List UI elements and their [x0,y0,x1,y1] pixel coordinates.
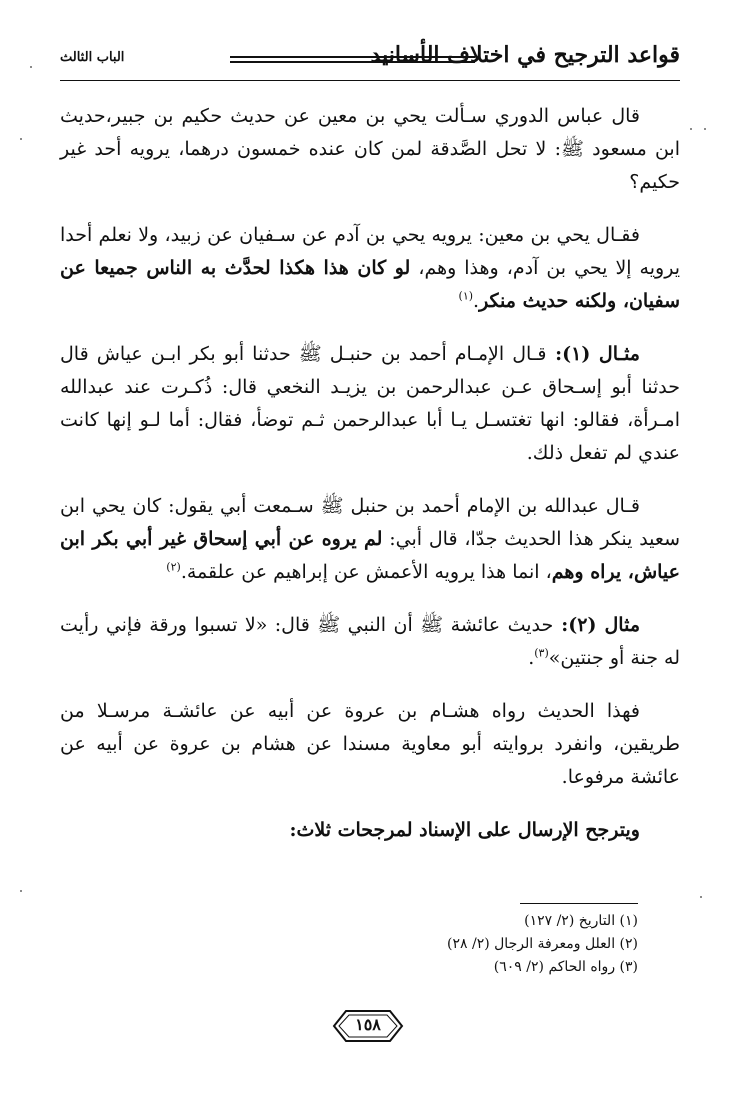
chapter-title: الباب الثالث [60,50,125,65]
text-segment: حديث عائشة ﷺ أن النبي ﷺ قال: «لا تسبوا ورقة فإني رأيت له جنة أو جنتين» [60,614,680,669]
paragraph [60,219,680,318]
footnote-separator [520,903,638,904]
footnotes [60,910,638,979]
scan-speck [20,890,22,892]
header-ornament-line [230,56,475,63]
running-header [60,42,680,82]
bold-text: ويترجح الإرسال على الإسناد لمرجحات ثلاث: [289,819,640,841]
paragraph [60,338,680,470]
scan-speck [20,138,22,140]
footnote-3: (٣) رواه الحاكم (٢/ ٦٠٩) [493,959,638,975]
paragraph [60,609,680,675]
text-segment: قـال الإمـام أحمد بن حنبـل ﷺ حدثنا أبو بكر ابـن عياش قال حدثنا أبو إسـحاق عـن عبدالرحمن بن يزيـد النخعي قال: ذُكـرت عند عبدالله امـرأة، فقالو: انها تغتسـل يـا أبا عبدالرحمن ثـم توضأ، فقال: أما لـو إنها كانت عندي لم تفعل ذلك. [60,343,680,464]
paragraph [60,490,680,589]
footnote-reference[interactable]: (٣) [534,646,549,660]
bold-text: مثال (٢): [553,614,640,636]
bold-text: لو كان هذا هكذا لحدَّث به الناس جميعا عن سفيان، ولكنه حديث منكر [60,257,680,312]
page-number: ١٥٨ [355,1015,381,1034]
bold-text: لم يروه عن أبي إسحاق غير أبي بكر ابن عياش، يراه وهم [60,528,680,583]
text-segment: . [473,290,480,312]
text-segment: ، انما هذا يرويه الأعمش عن إبراهيم عن علقمة. [180,561,552,583]
text-segment: فقـال يحي بن معين: يرويه يحي بن آدم عن سـفيان عن زبيد، ولا نعلم أحدا يرويه إلا يحي بن آدم، وهذا وهم، [60,224,680,279]
main-text [60,100,680,867]
text-segment: قال عباس الدوري سـألت يحي بن معين عن حديث حكيم بن جبير،حديث ابن مسعود ﷺ: لا تحل الصَّدقة لمن كان عنده خمسون درهما، يرويه أحد غير حكيم؟ [60,105,680,193]
header-rule [60,80,680,81]
footnote-2: (٢) العلل ومعرفة الرجال (٢/ ٢٨) [447,936,638,952]
scan-speck [690,128,692,130]
text-segment: . [528,647,535,669]
footnote-1: (١) التاريخ (٢/ ١٢٧) [524,913,638,929]
book-title: قواعد الترجيح في اختلاف الأسانيد [370,42,680,68]
scan-speck [30,66,32,68]
paragraph [60,100,680,199]
paragraph [60,695,680,794]
paragraph [60,814,680,847]
text-segment: فهذا الحديث رواه هشـام بن عروة عن أبيه عن عائشـة مرسـلا من طريقين، وانفرد بروايته أبو معاوية مسندا عن هشام بن عروة عن أبيه عن عائشة مرفوعا. [60,700,680,788]
scan-speck [700,896,702,898]
page-number-badge [330,1006,406,1046]
footnote-reference[interactable]: (١) [458,289,474,303]
bold-text: مثـال (١): [546,343,640,365]
scan-speck [704,128,706,130]
text-segment: قـال عبدالله بن الإمام أحمد بن حنبل ﷺ سـمعت أبي يقول: كان يحي ابن سعيد ينكر هذا الحديث جدّا، قال أبي: [60,495,680,550]
footnote-reference[interactable]: (٢) [166,560,181,574]
